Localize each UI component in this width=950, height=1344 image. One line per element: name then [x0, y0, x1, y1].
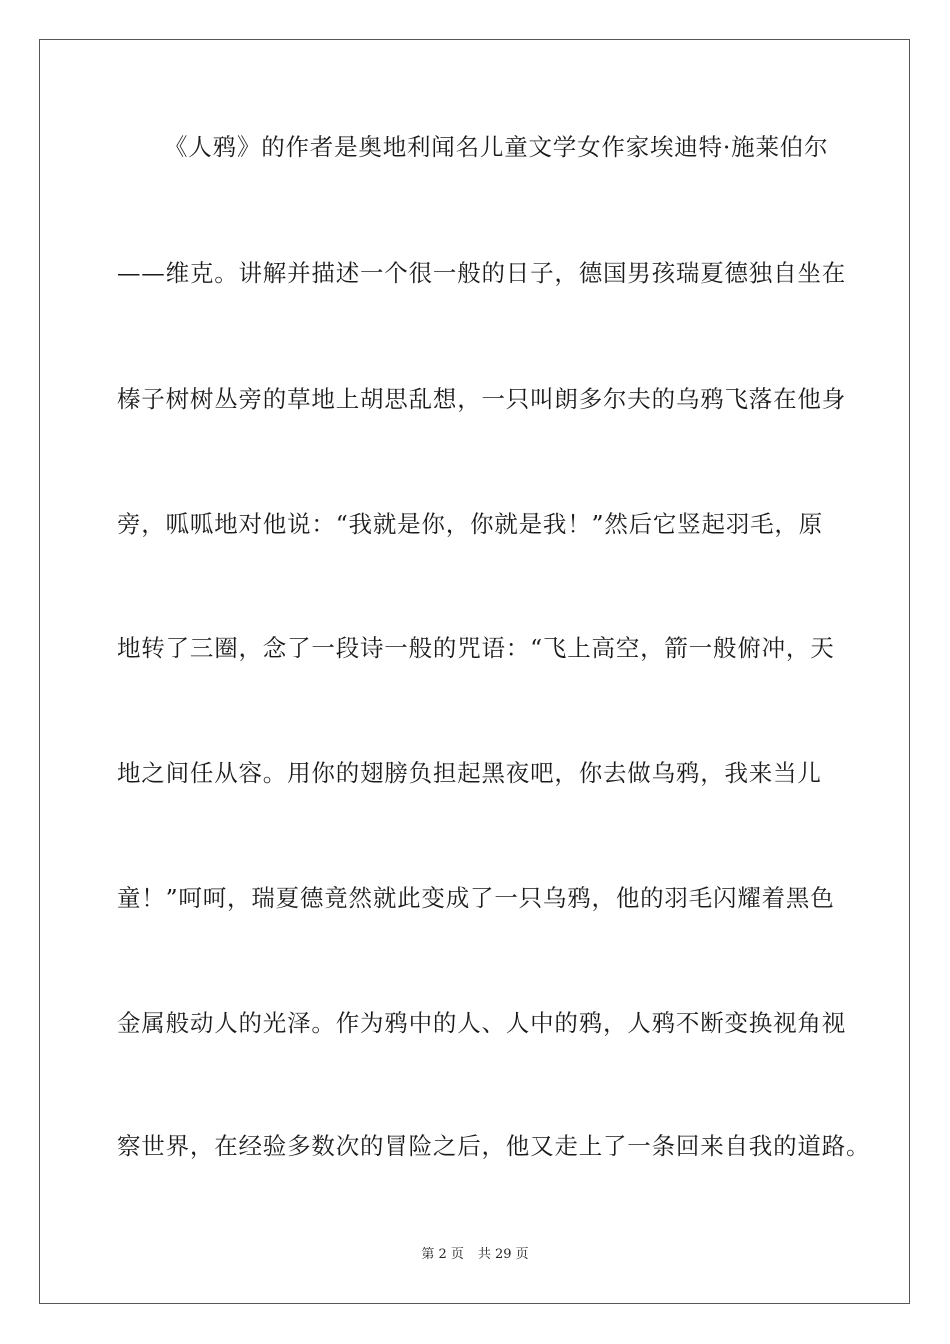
text-line: 察世界，在经验多数次的冒险之后，他又走上了一条回来自我的道路。: [117, 1132, 871, 1160]
page-total: 共 29 页: [477, 1247, 529, 1262]
page-footer: [0, 1246, 950, 1264]
text-line: 童！”呵呵，瑞夏德竟然就此变成了一只乌鸦，他的羽毛闪耀着黑色: [117, 884, 835, 912]
text-line: ——维克。讲解并描述一个很一般的日子，德国男孩瑞夏德独自坐在: [117, 259, 846, 287]
page-number: 第 2 页: [421, 1247, 464, 1262]
text-line: 《人鸦》的作者是奥地利闻名儿童文学女作家埃迪特·施莱伯尔: [164, 133, 829, 161]
text-line: 金属般动人的光泽。作为鸦中的人、人中的鸦，人鸦不断变换视角视: [117, 1009, 846, 1037]
text-line: 地转了三圈，念了一段诗一般的咒语：“飞上高空，箭一般俯冲，天: [117, 634, 835, 662]
text-line: 旁，呱呱地对他说：“我就是你，你就是我！”然后它竖起羽毛，原: [117, 510, 824, 538]
page-border: [39, 39, 910, 1304]
text-line: 榛子树树丛旁的草地上胡思乱想，一只叫朗多尔夫的乌鸦飞落在他身: [117, 385, 846, 413]
text-line: 地之间任从容。用你的翅膀负担起黑夜吧，你去做乌鸦，我来当儿: [117, 759, 822, 787]
